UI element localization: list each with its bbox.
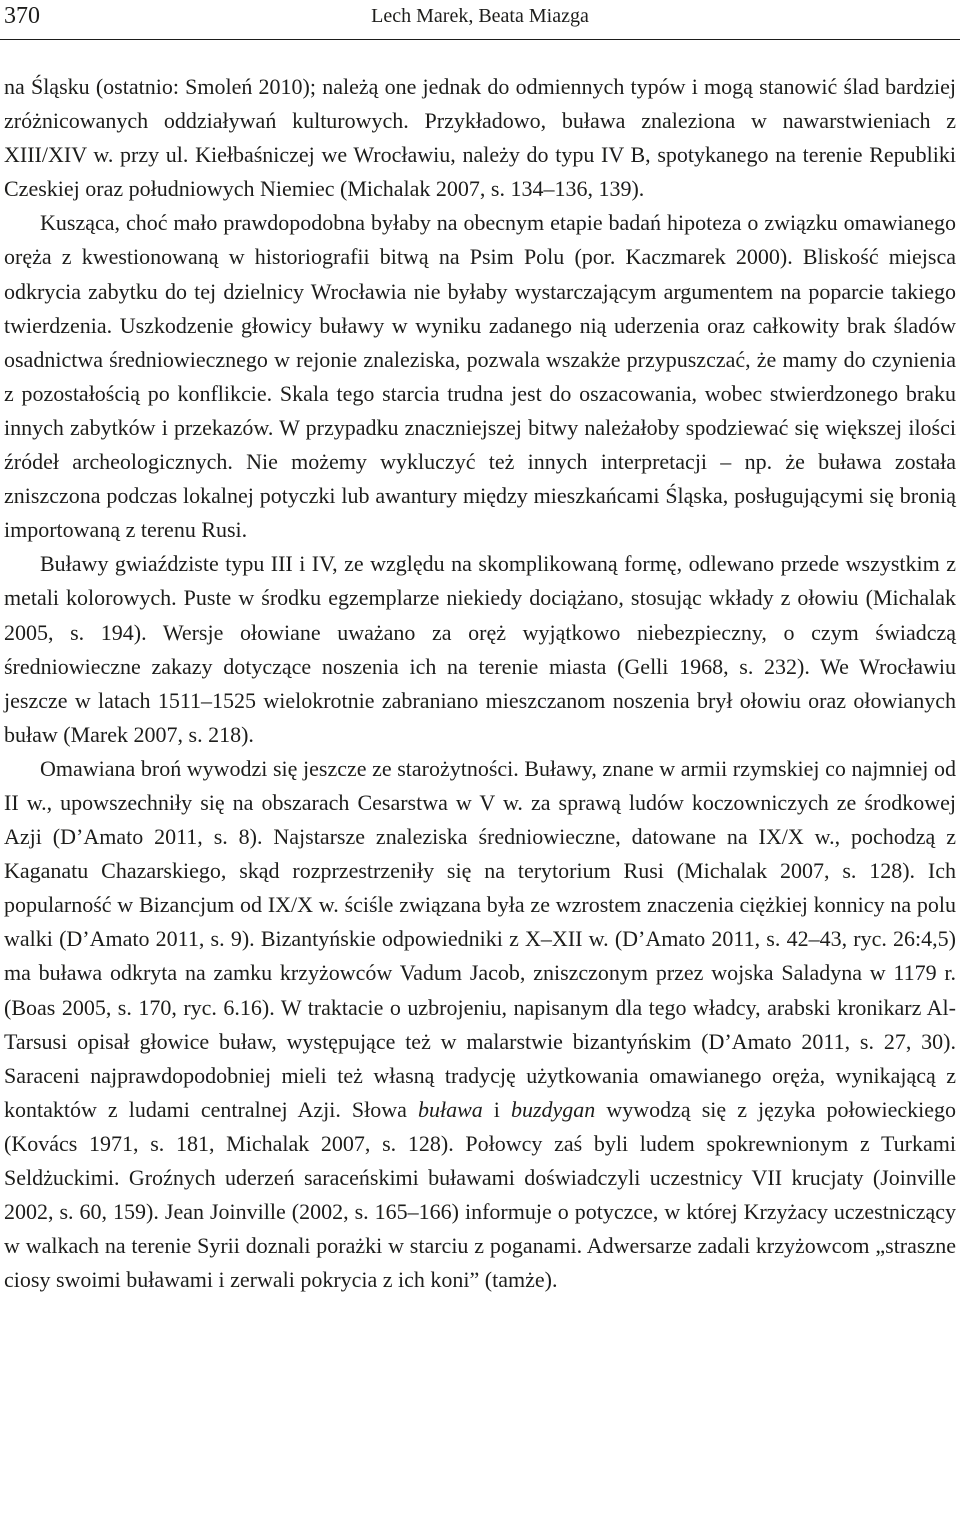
paragraph-text: i [482, 1096, 511, 1122]
paragraph-3 [4, 547, 956, 752]
paragraph-text: Buławy gwiaździste typu III i IV, ze względu na skomplikowaną formę, odlewano przede wszystkim z metali kolorowych. Puste w środku egzemplarze niekiedy dociążano, stosując wkłady z ołowiu (Michalak 2005, s. 194). Wersje ołowiane uważano za oręż wyjątkowo niebezpieczny, o czym świadczą średniowieczne zakazy dotyczące noszenia ich na terenie miasta (Gelli 1968, s. 232). We Wrocławiu jeszcze w latach 1511–1525 wielokrotnie zabraniano mieszczanom noszenia brył ołowiu oraz ołowianych buław (Marek 2007, s. 218). [4, 551, 956, 747]
page-number: 370 [4, 3, 40, 29]
running-head: Lech Marek, Beata Miazga [371, 5, 589, 27]
paragraph-text: Omawiana broń wywodzi się jeszcze ze starożytności. Buławy, znane w armii rzymskiej co najmniej od II w., upowszechniły się na obszarach Cesarstwa w V w. za sprawą ludów koczowniczych ze środkowej Azji (D’Amato 2011, s. 8). Najstarsze znaleziska średniowieczne, datowane na IX/X w., pochodzą z Kaganatu Chazarskiego, skąd rozprzestrzeniły się na terytorium Rusi (Michalak 2007, s. 128). Ich popularność w Bizancjum od IX/X w. ściśle związana była ze wzrostem znaczenia ciężkiej konnicy na polu walki (D’Amato 2011, s. 9). Bizantyńskie odpowiedniki z X–XII w. (D’Amato 2011, s. 42–43, ryc. 26:4,5) ma buława odkryta na zamku krzyżowców Vadum Jacob, zniszczonym przez wojska Saladyna w 1179 r. (Boas 2005, s. 170, ryc. 6.16). W traktacie o uzbrojeniu, napisanym dla tego władcy, arabski kronikarz Al-Tarsusi opisał głowice buław, występujące też w malarstwie bizantyńskim (D’Amato 2011, s. 27, 30). Saraceni najprawdopodobniej mieli też własną tradycję użytkowania omawianego oręża, wynikającą z kontaktów z ludami centralnej Azji. Słowa [4, 755, 956, 1122]
italic-term-bulawa: buława [417, 1096, 483, 1122]
paragraph-4 [4, 752, 956, 1298]
paragraph-2 [4, 206, 956, 547]
paragraph-1 [4, 70, 956, 206]
paragraph-text: Kusząca, choć mało prawdopodobna byłaby na obecnym etapie badań hipoteza o związku omawianego oręża z kwestionowaną w historiografii bitwą na Psim Polu (por. Kaczmarek 2000). Bliskość miejsca odkrycia zabytku do tej dzielnicy Wrocławia nie byłaby wystarczającym argumentem na poparcie takiego twierdzenia. Uszkodzenie głowicy buławy w wyniku zadanego nią uderzenia oraz całkowity brak śladów osadnictwa średniowiecznego w rejonie znaleziska, pozwala wszakże przypuszczać, że mamy do czynienia z pozostałością po konflikcie. Skala tego starcia trudna jest do oszacowania, wobec stwierdzonego braku innych zabytków i przekazów. W przypadku znaczniejszej bitwy należałoby spodziewać się większej ilości źródeł archeologicznych. Nie możemy wykluczyć też innych interpretacji – np. że buława została zniszczona podczas lokalnej potyczki lub awantury między mieszkańcami Śląska, posługującymi się bronią importowaną z terenu Rusi. [4, 210, 956, 543]
paragraph-text: wywodzą się z języka połowieckiego (Kovács 1971, s. 181, Michalak 2007, s. 128). Połowcy zaś byli ludem spokrewnionym z Turkami Seldżuckimi. Groźnych uderzeń saraceńskimi buławami doświadczyli uczestnicy VII krucjaty (Joinville 2002, s. 60, 159). Jean Joinville (2002, s. 165–166) informuje o potyczce, w której Krzyżacy uczestniczący w walkach na terenie Syrii doznali porażki w starciu z poganami. Adwersarze zadali krzyżowcom „straszne ciosy swoimi buławami i zerwali pokrycia z ich koni” (tamże). [4, 1096, 956, 1293]
page-header [0, 0, 960, 40]
paragraph-text: na Śląsku (ostatnio: Smoleń 2010); należą one jednak do odmiennych typów i mogą stanowić ślad bardziej zróżnicowanych oddziaływań kulturowych. Przykładowo, buława znaleziona w nawarstwieniach z XIII/XIV w. przy ul. Kiełbaśniczej we Wrocławiu, należy do typu IV B, spotykanego na terenie Republiki Czeskiej oraz południowych Niemiec (Michalak 2007, s. 134–136, 139). [4, 74, 956, 202]
body-text [4, 70, 956, 1297]
italic-term-buzdygan: buzdygan [510, 1096, 596, 1122]
